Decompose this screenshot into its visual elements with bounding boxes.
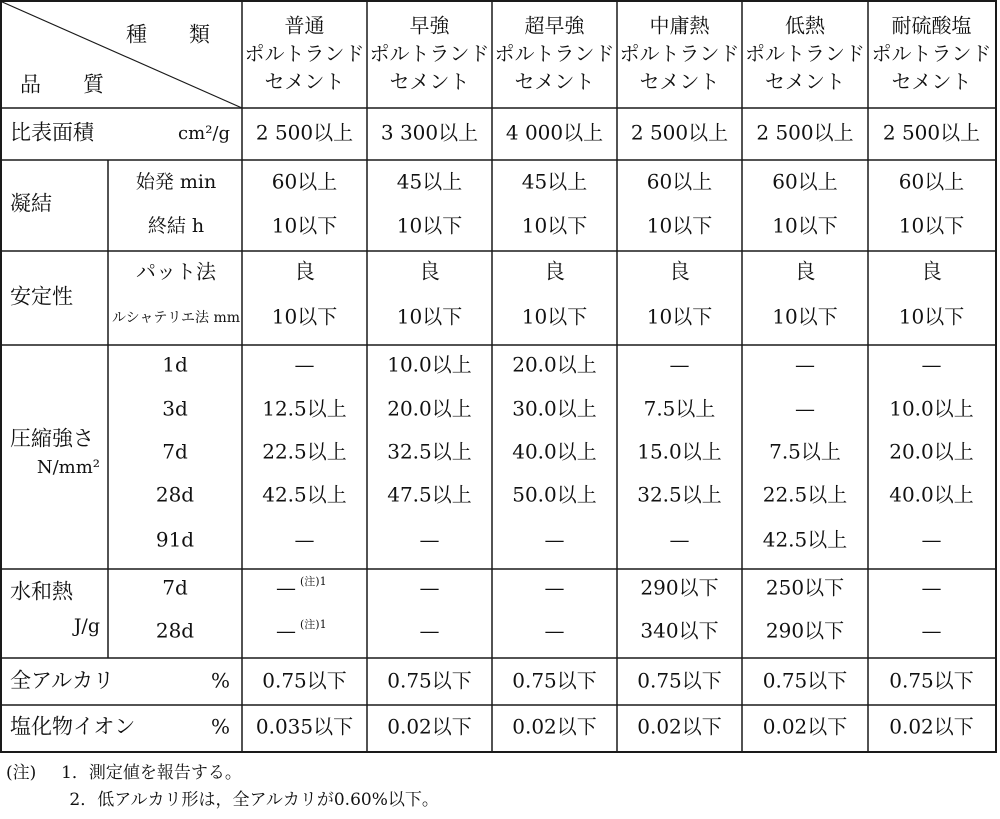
column-title-line3: セメント [264,69,345,94]
hydration-heat-value: 340以下 [640,618,719,643]
total-alkali-label: 全アルカリ [10,668,115,693]
soundness-le-chatelier-value: 10以下 [271,304,338,329]
compressive-value: — [921,352,942,377]
note-1-text: 1．測定値を報告する。 [61,763,242,783]
column-title-line1: 中庸熱 [649,13,710,38]
setting-final-value: 10以下 [396,213,463,238]
compressive-value: — [419,527,440,552]
compressive-value: — [921,527,942,552]
hydration-heat-unit: J/g [73,615,100,637]
soundness-le-chatelier-value: 10以下 [898,304,965,329]
compressive-age: 3d [162,396,188,421]
soundness-le-chatelier-value: 10以下 [646,304,713,329]
soundness-pat-value: 良 [294,259,315,284]
compressive-value: — [544,527,565,552]
header-quality-label: 品 質 [20,72,104,97]
column-title-line3: セメント [891,69,972,94]
specific-surface-value: 2 500以上 [630,120,729,145]
column-title-line1: 低熱 [785,13,825,38]
soundness-pat-value: 良 [794,259,816,284]
chloride-value: 0.02以下 [387,714,472,739]
column-title-line2: ポルトランド [619,41,740,66]
compressive-value: 40.0以上 [512,439,597,464]
soundness-pat-value: 良 [544,259,565,284]
compressive-value: 10.0以上 [387,352,472,377]
chloride-label: 塩化物イオン [10,714,136,739]
column-title-line2: ポルトランド [871,41,992,66]
compressive-value: 12.5以上 [262,396,347,421]
hydration-heat-age: 28d [155,618,195,643]
setting-label: 凝結 [10,191,52,216]
hydration-heat-value: — [419,618,440,643]
compressive-value: 42.5以上 [762,527,848,552]
total-alkali-value: 0.75以下 [512,668,597,693]
compressive-value: 20.0以上 [387,396,472,421]
setting-initial-value: 60以上 [271,169,338,194]
column-title-line1: 早強 [409,13,450,38]
total-alkali-value: 0.75以下 [387,668,472,693]
table-cells [10,14,992,739]
notes [6,760,439,814]
chloride-value: 0.035以下 [255,714,354,739]
hydration-heat-note-mark: (注)1 [300,575,327,588]
compressive-value: 47.5以上 [387,482,472,507]
column-title-line2: ポルトランド [494,41,615,66]
compressive-value: 7.5以上 [643,396,716,421]
compressive-age: 1d [162,352,188,377]
compressive-value: 22.5以上 [262,439,347,464]
column-title-line1: 普通 [284,13,325,38]
specific-surface-value: 2 500以上 [756,120,854,145]
compressive-value: 32.5以上 [637,482,722,507]
chloride-value: 0.02以下 [512,714,597,739]
hydration-heat-value: — [544,575,565,600]
hydration-heat-value: — [276,618,296,643]
soundness-le-chatelier-label: ルシャテリエ法 mm [111,310,241,326]
column-title-line3: セメント [389,69,470,94]
soundness-pat-label: パット法 [136,259,216,284]
compressive-value: — [669,352,690,377]
header-kind-label: 種 類 [126,22,210,47]
soundness-label: 安定性 [10,284,73,309]
column-title-line3: セメント [639,69,720,94]
note-prefix: (注) [6,763,37,783]
column-title-line2: ポルトランド [745,41,865,66]
specific-surface-label: 比表面積 [10,120,94,145]
compressive-value: 10.0以上 [889,396,974,421]
note-2-text: 2．低アルカリ形は，全アルカリが0.60%以下。 [69,790,439,810]
compressive-value: 7.5以上 [769,439,841,464]
setting-final-value: 10以下 [521,213,588,238]
setting-final-value: 10以下 [271,213,338,238]
compressive-value: 30.0以上 [512,396,597,421]
specific-surface-value: 2 500以上 [255,120,354,145]
compressive-value: — [669,527,690,552]
chloride-value: 0.02以下 [762,714,848,739]
soundness-le-chatelier-value: 10以下 [772,304,838,329]
compressive-age: 7d [162,439,188,464]
total-alkali-value: 0.75以下 [762,668,848,693]
column-title-line2: ポルトランド [369,41,490,66]
soundness-pat-value: 良 [921,259,942,284]
setting-initial-value: 60以上 [898,169,965,194]
column-title-line1: 耐硫酸塩 [891,13,972,38]
compressive-value: — [795,352,815,377]
compressive-age: 91d [155,527,195,552]
specific-surface-value: 4 000以上 [505,120,604,145]
compressive-value: — [294,527,315,552]
compressive-value: 42.5以上 [262,482,347,507]
compressive-value: 22.5以上 [762,482,848,507]
column-title-line1: 超早強 [524,13,585,38]
compressive-value: 50.0以上 [512,482,597,507]
hydration-heat-value: 290以下 [640,575,719,600]
hydration-heat-note-mark: (注)1 [300,618,327,631]
hydration-heat-value: — [921,618,942,643]
setting-initial-value: 45以上 [396,169,463,194]
compressive-age: 28d [155,482,195,507]
setting-initial-value: 60以上 [646,169,713,194]
compressive-value: 40.0以上 [889,482,974,507]
soundness-pat-value: 良 [419,259,440,284]
total-alkali-unit: % [210,668,230,693]
setting-final-label: 終結 h [147,215,205,237]
column-title-line3: セメント [765,69,845,94]
setting-final-value: 10以下 [646,213,713,238]
hydration-heat-value: — [276,575,296,600]
hydration-heat-value: — [419,575,440,600]
specific-surface-value: 3 300以上 [380,120,479,145]
specific-surface-unit: cm²/g [178,123,230,144]
compressive-value: 20.0以上 [512,352,597,377]
hydration-heat-value: 250以下 [765,575,845,600]
compressive-value: 15.0以上 [637,439,722,464]
setting-final-value: 10以下 [772,213,838,238]
compressive-value: — [294,352,315,377]
compressive-value: — [795,396,815,421]
soundness-le-chatelier-value: 10以下 [396,304,463,329]
chloride-value: 0.02以下 [889,714,974,739]
setting-initial-value: 45以上 [521,169,588,194]
setting-initial-value: 60以上 [772,169,838,194]
total-alkali-value: 0.75以下 [637,668,722,693]
compressive-value: 20.0以上 [889,439,974,464]
soundness-le-chatelier-value: 10以下 [521,304,588,329]
total-alkali-value: 0.75以下 [889,668,974,693]
hydration-heat-label: 水和熱 [10,579,73,604]
chloride-unit: % [210,714,230,739]
chloride-value: 0.02以下 [637,714,722,739]
column-title-line2: ポルトランド [244,41,365,66]
column-title-line3: セメント [514,69,595,94]
note-2 [6,787,439,814]
compressive-unit: N/mm² [36,457,100,478]
setting-initial-label: 始発 min [135,171,217,193]
total-alkali-value: 0.75以下 [262,668,347,693]
hydration-heat-age: 7d [162,575,188,600]
note-1 [6,760,439,787]
setting-final-value: 10以下 [898,213,965,238]
soundness-pat-value: 良 [669,259,690,284]
compressive-value: 32.5以上 [387,439,472,464]
hydration-heat-value: — [921,575,942,600]
hydration-heat-value: 290以下 [765,618,845,643]
compressive-label: 圧縮強さ [10,426,94,451]
specific-surface-value: 2 500以上 [882,120,981,145]
hydration-heat-value: — [544,618,565,643]
